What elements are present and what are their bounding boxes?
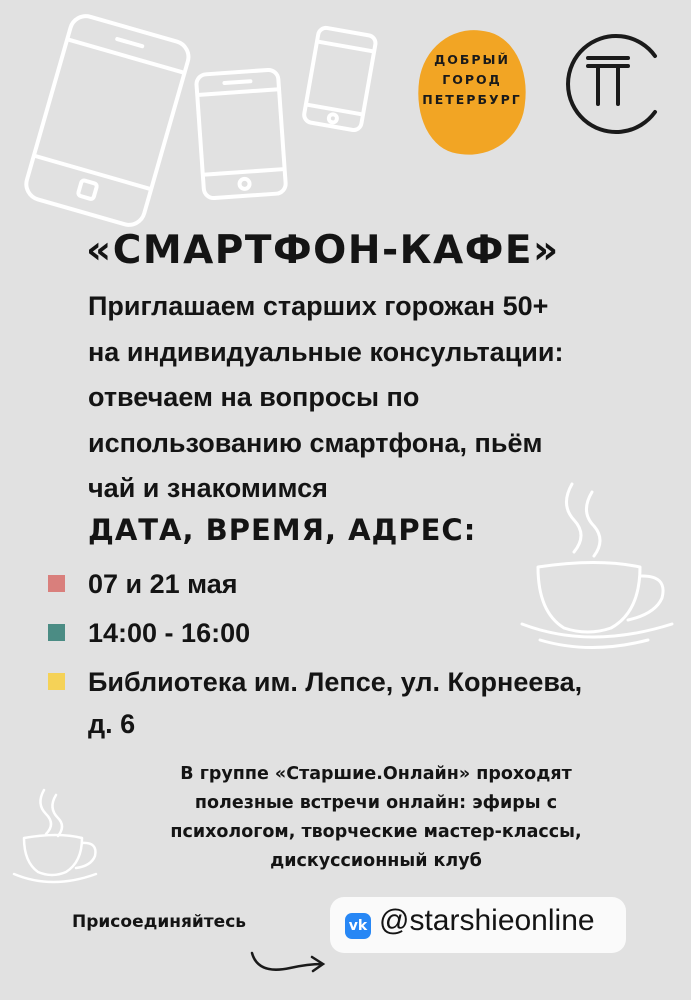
logo-text bbox=[418, 50, 526, 110]
phone-illustration-small bbox=[303, 27, 377, 132]
join-label: Присоединяйтесь bbox=[72, 912, 247, 932]
group-info-line: полезные встречи онлайн: эфиры с bbox=[194, 793, 558, 813]
intro-line: Приглашаем старших горожан 50+ bbox=[88, 291, 549, 321]
logo-line: ГОРОД bbox=[442, 72, 502, 87]
phone-illustration-medium bbox=[196, 69, 286, 198]
group-info-line: В группе «Старшие.Онлайн» проходят bbox=[180, 764, 572, 784]
cup-illustration-small bbox=[14, 790, 96, 882]
address-text: Библиотека им. Лепсе, ул. Корнеева, bbox=[88, 667, 583, 697]
vk-icon: vk bbox=[345, 913, 371, 939]
intro-line: использованию смартфона, пьём bbox=[88, 427, 543, 458]
group-info-line: психологом, творческие мастер-классы, bbox=[170, 822, 582, 842]
date-text: 07 и 21 мая bbox=[88, 569, 238, 599]
time-text: 14:00 - 16:00 bbox=[88, 618, 251, 648]
arrow-icon bbox=[252, 953, 323, 971]
group-info bbox=[110, 760, 642, 876]
page-title: «СМАРТФОН-КАФЕ» bbox=[86, 228, 560, 273]
logo-line: ПЕТЕРБУРГ bbox=[422, 92, 522, 107]
phone-illustration-large bbox=[23, 12, 193, 228]
intro-text bbox=[88, 284, 648, 512]
details-heading: ДАТА, ВРЕМЯ, АДРЕС: bbox=[88, 513, 477, 547]
vk-handle[interactable]: @starshieonline bbox=[379, 904, 595, 937]
date-bullet bbox=[48, 575, 65, 592]
logo-line: ДОБРЫЙ bbox=[434, 52, 510, 67]
time-bullet bbox=[48, 624, 65, 641]
intro-line: на индивидуальные консультации: bbox=[88, 336, 564, 367]
address-bullet bbox=[48, 673, 65, 690]
library-emblem-icon bbox=[568, 36, 655, 132]
address-text-line2: д. 6 bbox=[88, 709, 136, 739]
intro-line: чай и знакомимся bbox=[88, 473, 328, 503]
intro-line: отвечаем на вопросы по bbox=[88, 382, 420, 412]
group-info-line: дискуссионный клуб bbox=[270, 851, 482, 871]
